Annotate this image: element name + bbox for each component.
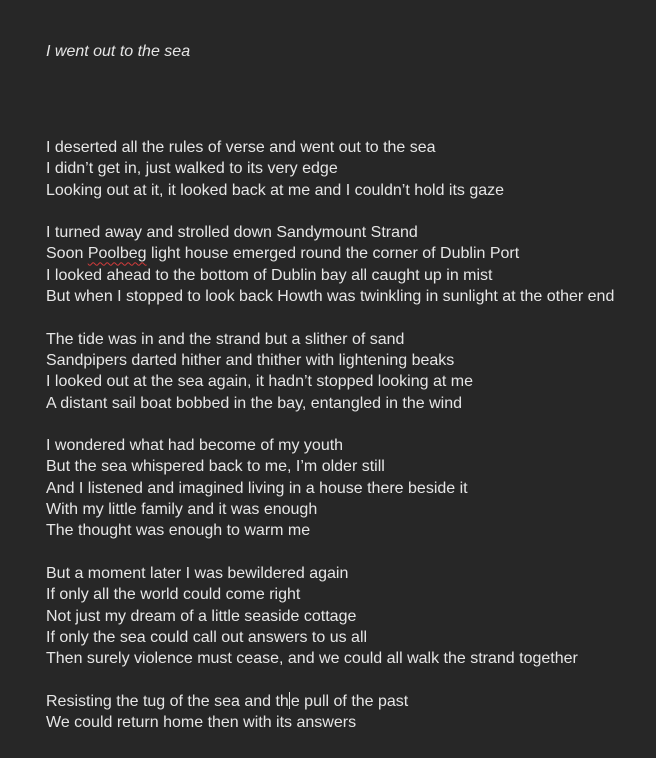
poem-line[interactable]: And I listened and imagined living in a house there beside it [46, 479, 468, 497]
poem-line[interactable]: I didn’t get in, just walked to its very edge [46, 160, 338, 178]
poem-title[interactable]: I went out to the sea [46, 43, 191, 60]
poem-line[interactable]: But a moment later I was bewildered again [46, 564, 349, 582]
spellcheck-flagged-word[interactable]: Poolbeg [87, 245, 147, 263]
poem-line[interactable]: I looked ahead to the bottom of Dublin bay all caught up in mist [46, 266, 493, 284]
stanza [46, 691, 646, 734]
line-text: e pull of the past [290, 692, 409, 710]
poem-line[interactable] [46, 691, 646, 712]
poem-line[interactable]: I deserted all the rules of verse and went out to the sea [46, 139, 436, 156]
line-text: light house emerged round the corner of Dublin Port [146, 245, 520, 263]
poem-line[interactable]: If only the sea could call out answers to us all [46, 628, 368, 646]
stanza [46, 563, 646, 669]
poem-line[interactable]: Then surely violence must cease, and we could all walk the strand together [46, 650, 578, 668]
line-text: Soon [46, 245, 88, 263]
poem-line[interactable]: Sandpipers darted hither and thither with lightening beaks [46, 351, 455, 369]
poem-line[interactable] [46, 243, 646, 264]
poem-line[interactable]: Looking out at it, it looked back at me and I couldn’t hold its gaze [46, 181, 505, 199]
poem-line[interactable]: I wondered what had become of my youth [46, 437, 344, 455]
poem-line[interactable]: The thought was enough to warm me [46, 522, 311, 540]
poem-line[interactable]: We could return home then with its answers [46, 714, 357, 732]
poem-line[interactable]: The tide was in and the strand but a slither of sand [46, 330, 405, 348]
poem-line[interactable]: A distant sail boat bobbed in the bay, entangled in the wind [46, 394, 463, 412]
poem-line[interactable]: With my little family and it was enough [46, 501, 318, 519]
poem-line[interactable]: I looked out at the sea again, it hadn’t stopped looking at me [46, 373, 473, 391]
poem-line[interactable]: If only all the world could come right [46, 586, 301, 604]
stanza [46, 435, 646, 541]
poem-line[interactable]: I turned away and strolled down Sandymount Strand [46, 224, 418, 242]
poem-line[interactable]: But when I stopped to look back Howth was twinkling in sunlight at the other end [46, 288, 615, 306]
stanza [46, 222, 646, 307]
poem-body[interactable] [46, 137, 646, 755]
poem-line[interactable]: Not just my dream of a little seaside cottage [46, 607, 357, 625]
stanza [46, 137, 646, 201]
poem-line[interactable]: But the sea whispered back to me, I’m older still [46, 458, 385, 476]
stanza [46, 329, 646, 414]
line-text: Resisting the tug of the sea and th [46, 692, 289, 710]
